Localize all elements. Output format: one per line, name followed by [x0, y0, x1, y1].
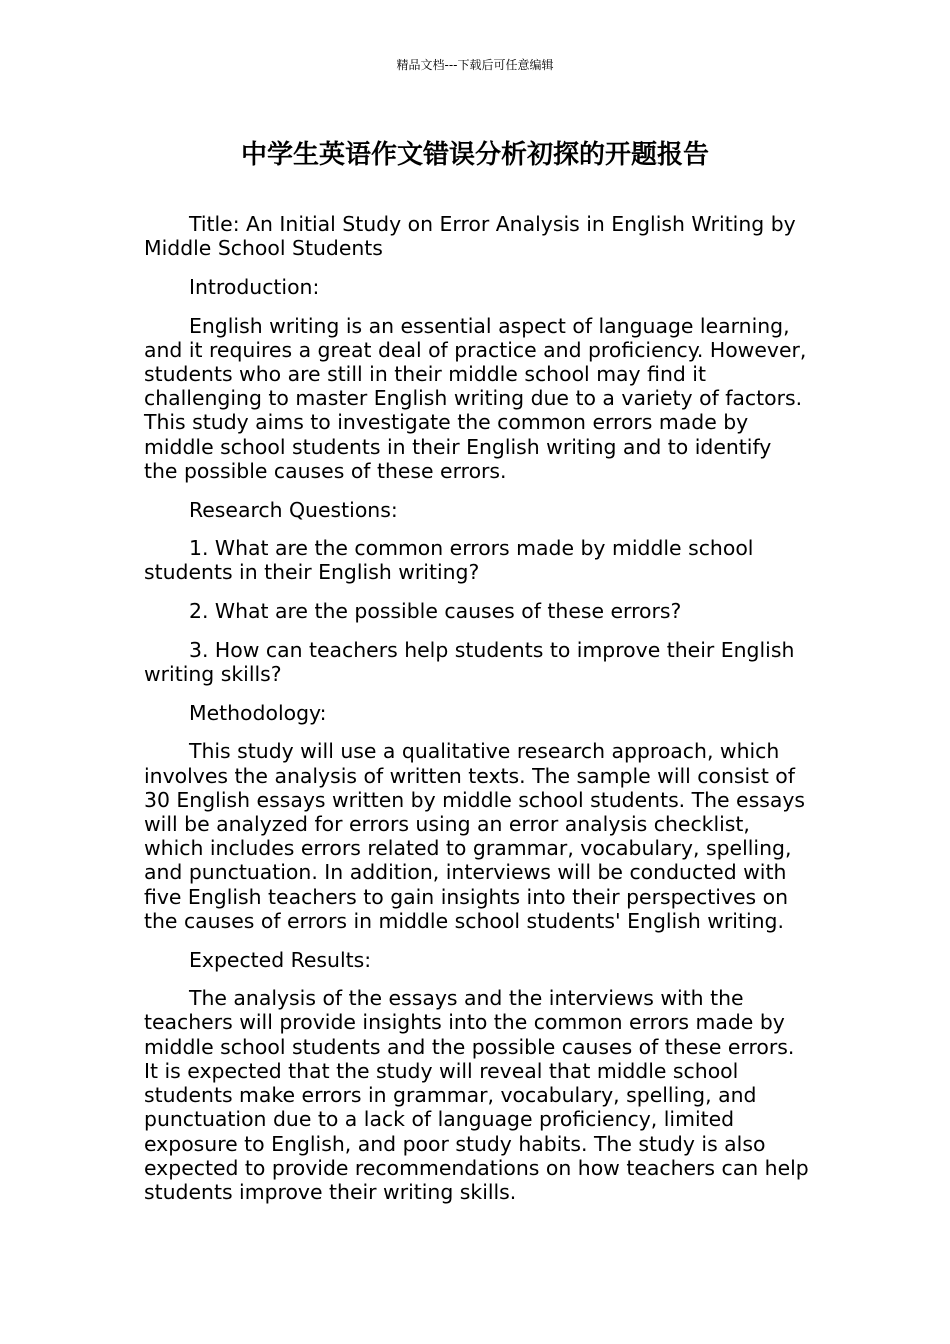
research-question-3: 3. How can teachers help students to improve their English writing skills?: [144, 637, 795, 687]
introduction-paragraph: English writing is an essential aspect of language learning, and it requires a great deal of practice and proficiency. However, students who are still in their middle school may find it challenging to master English writing due to a variety of factors. This study aims to investigate the common errors made by middle school students in their English writing and to identify the possible causes of these errors.: [144, 313, 807, 483]
expected-results-heading: Expected Results:: [189, 947, 372, 972]
research-questions-heading: Research Questions:: [189, 497, 398, 522]
document-body: [144, 212, 810, 1219]
page-header-watermark: 精品文档---下载后可任意编辑: [396, 58, 554, 72]
paper-title-paragraph: Title: An Initial Study on Error Analysis in English Writing by Middle School Students: [144, 212, 796, 261]
expected-results-paragraph: The analysis of the essays and the interviews with the teachers will provide insights into the common errors made by middle school students and the possible causes of these errors. It is expected that the study will reveal that middle school students make errors in grammar, vocabulary, spelling, and punctuation due to a lack of language proficiency, limited exposure to English, and poor study habits. The study is also expected to provide recommendations on how teachers can help students improve their writing skills.: [144, 986, 809, 1204]
introduction-heading: Introduction:: [189, 274, 320, 299]
research-question-2: 2. What are the possible causes of these errors?: [189, 599, 682, 624]
methodology-paragraph: This study will use a qualitative research approach, which involves the analysis of written texts. The sample will consist of 30 English essays written by middle school students. The essays will be analyzed for errors using an error analysis checklist, which includes errors related to grammar, vocabulary, spelling, and punctuation. In addition, interviews will be conducted with five English teachers to gain insights into their perspectives on the causes of errors in middle school students' English writing.: [144, 739, 806, 933]
research-question-1: 1. What are the common errors made by middle school students in their English writing?: [144, 536, 754, 585]
document-title: 中学生英语作文错误分析初探的开题报告: [240, 140, 709, 170]
methodology-heading: Methodology:: [189, 700, 327, 725]
